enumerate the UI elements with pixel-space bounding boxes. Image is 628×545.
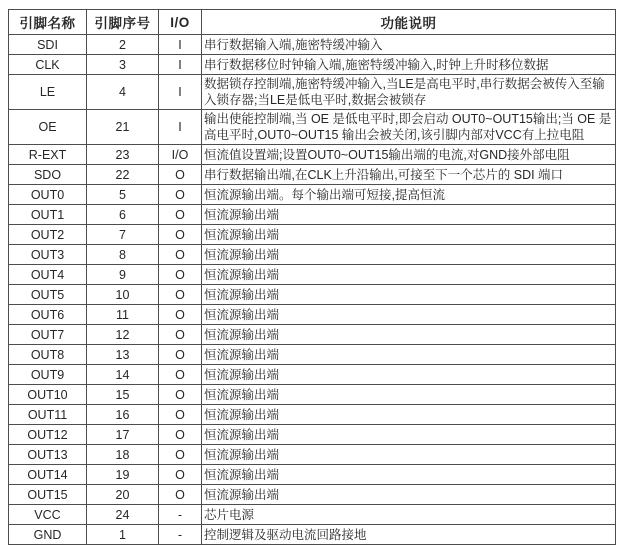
pin-number-cell: 15 [87,385,159,405]
header-row [9,10,616,35]
table-row [9,165,616,185]
pin-number-cell: 6 [87,205,159,225]
pin-number-cell: 18 [87,445,159,465]
pin-number-cell: 20 [87,485,159,505]
pin-number-cell: 3 [87,55,159,75]
table-header [9,10,616,35]
pin-io-cell: O [159,265,202,285]
pin-description-cell: 恒流源输出端 [202,465,616,485]
pin-description-cell: 恒流源输出端 [202,325,616,345]
pin-name-cell: OUT8 [9,345,87,365]
pin-description-cell: 恒流源输出端 [202,265,616,285]
pin-description-cell: 恒流源输出端 [202,225,616,245]
pin-description-cell: 输出使能控制端,当 OE 是低电平时,即会启动 OUT0~OUT15输出;当 OE 是高电平时,OUT0~OUT15 输出会被关闭,该引脚内部对VCC有上拉电阻 [202,110,616,145]
pin-name-cell: OUT14 [9,465,87,485]
pin-io-cell: O [159,385,202,405]
pin-description-cell: 恒流源输出端 [202,425,616,445]
table-row [9,285,616,305]
pin-function-table-container [8,9,615,545]
pin-io-cell: - [159,505,202,525]
table-row [9,110,616,145]
table-row [9,465,616,485]
pin-name-cell: OUT3 [9,245,87,265]
table-row [9,75,616,110]
pin-name-cell: OUT7 [9,325,87,345]
pin-description-cell: 恒流源输出端 [202,485,616,505]
pin-name-cell: GND [9,525,87,545]
pin-io-cell: O [159,425,202,445]
table-row [9,325,616,345]
pin-name-cell: R-EXT [9,145,87,165]
pin-number-cell: 24 [87,505,159,525]
pin-description-cell: 串行数据输入端,施密特缓冲输入 [202,35,616,55]
pin-name-cell: LE [9,75,87,110]
pin-io-cell: O [159,485,202,505]
pin-number-cell: 14 [87,365,159,385]
pin-number-cell: 9 [87,265,159,285]
pin-name-cell: OUT0 [9,185,87,205]
pin-description-cell: 控制逻辑及驱动电流回路接地 [202,525,616,545]
pin-name-cell: OUT10 [9,385,87,405]
pin-name-cell: OUT6 [9,305,87,325]
pin-io-cell: O [159,185,202,205]
pin-number-cell: 19 [87,465,159,485]
pin-io-cell: O [159,165,202,185]
pin-number-cell: 10 [87,285,159,305]
pin-description-cell: 恒流源输出端 [202,305,616,325]
pin-description-cell: 恒流源输出端 [202,205,616,225]
pin-name-cell: OUT12 [9,425,87,445]
pin-name-cell: OUT13 [9,445,87,465]
pin-description-cell: 恒流源输出端 [202,385,616,405]
table-row [9,505,616,525]
pin-name-cell: OUT5 [9,285,87,305]
pin-number-cell: 12 [87,325,159,345]
table-row [9,485,616,505]
table-row [9,185,616,205]
pin-io-cell: O [159,305,202,325]
pin-io-cell: I [159,110,202,145]
pin-io-cell: O [159,205,202,225]
table-row [9,525,616,545]
pin-number-cell: 22 [87,165,159,185]
column-header-io: I/O [159,10,202,35]
pin-description-cell: 恒流源输出端。每个输出端可短接,提高恒流 [202,185,616,205]
pin-description-cell: 恒流源输出端 [202,345,616,365]
pin-io-cell: O [159,405,202,425]
pin-description-cell: 恒流源输出端 [202,245,616,265]
pin-io-cell: O [159,345,202,365]
table-row [9,245,616,265]
table-row [9,145,616,165]
pin-io-cell: I/O [159,145,202,165]
column-header-pin-number: 引脚序号 [87,10,159,35]
table-body [9,35,616,545]
pin-name-cell: OUT11 [9,405,87,425]
table-row [9,425,616,445]
pin-io-cell: - [159,525,202,545]
pin-number-cell: 11 [87,305,159,325]
pin-io-cell: O [159,245,202,265]
pin-io-cell: O [159,225,202,245]
pin-name-cell: VCC [9,505,87,525]
table-row [9,35,616,55]
pin-name-cell: OUT1 [9,205,87,225]
pin-function-table [8,9,616,545]
pin-description-cell: 数据锁存控制端,施密特缓冲输入,当LE是高电平时,串行数据会被传入至输入锁存器;当LE是低电平时,数据会被锁存 [202,75,616,110]
pin-name-cell: OUT15 [9,485,87,505]
column-header-function: 功能说明 [202,10,616,35]
pin-description-cell: 恒流源输出端 [202,365,616,385]
pin-name-cell: CLK [9,55,87,75]
pin-io-cell: O [159,465,202,485]
pin-number-cell: 21 [87,110,159,145]
pin-number-cell: 17 [87,425,159,445]
table-row [9,365,616,385]
pin-name-cell: OUT2 [9,225,87,245]
pin-number-cell: 23 [87,145,159,165]
pin-name-cell: OUT9 [9,365,87,385]
pin-number-cell: 1 [87,525,159,545]
pin-name-cell: SDI [9,35,87,55]
pin-io-cell: O [159,445,202,465]
table-row [9,405,616,425]
table-row [9,225,616,245]
table-row [9,385,616,405]
pin-io-cell: I [159,35,202,55]
pin-io-cell: O [159,365,202,385]
column-header-pin-name: 引脚名称 [9,10,87,35]
pin-number-cell: 8 [87,245,159,265]
table-row [9,205,616,225]
pin-description-cell: 串行数据输出端,在CLK上升沿输出,可接至下一个芯片的 SDI 端口 [202,165,616,185]
pin-number-cell: 13 [87,345,159,365]
pin-io-cell: I [159,55,202,75]
pin-io-cell: O [159,285,202,305]
pin-number-cell: 2 [87,35,159,55]
pin-number-cell: 5 [87,185,159,205]
pin-description-cell: 芯片电源 [202,505,616,525]
pin-number-cell: 7 [87,225,159,245]
table-row [9,345,616,365]
pin-description-cell: 串行数据移位时钟输入端,施密特缓冲输入,时钟上升时移位数据 [202,55,616,75]
pin-description-cell: 恒流源输出端 [202,405,616,425]
pin-name-cell: OE [9,110,87,145]
pin-description-cell: 恒流源输出端 [202,445,616,465]
pin-io-cell: O [159,325,202,345]
pin-number-cell: 16 [87,405,159,425]
pin-io-cell: I [159,75,202,110]
pin-name-cell: SDO [9,165,87,185]
pin-description-cell: 恒流源输出端 [202,285,616,305]
table-row [9,265,616,285]
table-row [9,305,616,325]
pin-name-cell: OUT4 [9,265,87,285]
pin-number-cell: 4 [87,75,159,110]
pin-description-cell: 恒流值设置端;设置OUT0~OUT15输出端的电流,对GND接外部电阻 [202,145,616,165]
table-row [9,445,616,465]
table-row [9,55,616,75]
